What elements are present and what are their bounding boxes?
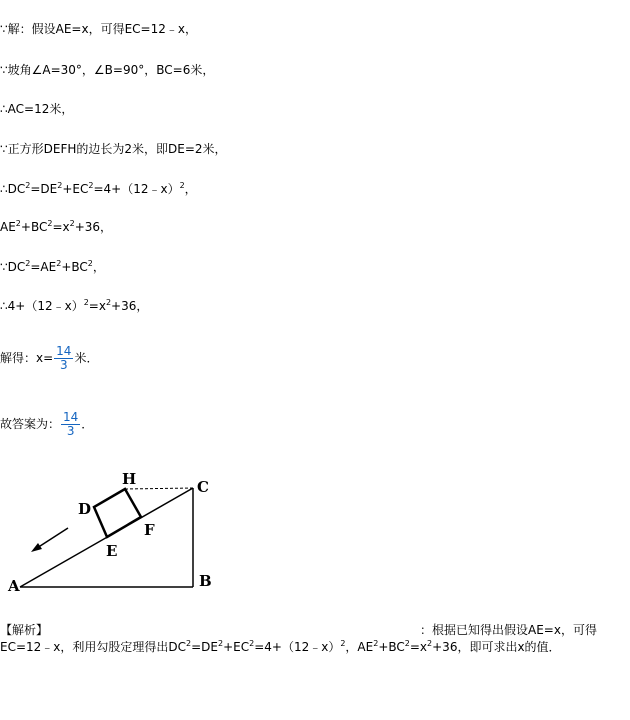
label-b: B	[199, 572, 212, 590]
analysis-block	[0, 622, 630, 656]
label-d: D	[78, 500, 92, 518]
slide-arrow	[37, 528, 68, 548]
answer-fraction: $\frac{14}{3}$	[63, 410, 79, 438]
solution-line-5: $\therefore DC^2=DE^2+EC^2=4+(12﹣x)^2$，	[0, 181, 197, 196]
solution-line-2: ∵坡角∠A=30°，∠B=90°，BC=6米，	[0, 63, 215, 77]
label-c: C	[197, 478, 209, 496]
solution-line-3: ∴AC=12米，	[0, 102, 74, 116]
solution-line-6: $AE^2+BC^2=x^2+36$，	[0, 219, 113, 234]
solution-line-7: $\because DC^2=AE^2+BC^2$，	[0, 259, 105, 274]
analysis-line-2: EC=12﹣x，利用勾股定理得出$DC^2=DE^2+EC^2=4+(12﹣x)^2$，$AE^2+BC^2=x^2+36$，即可求出x的值．	[0, 639, 561, 654]
analysis-tag: 【解析】	[0, 623, 49, 637]
square-defh	[94, 489, 141, 537]
solution-line-4: ∵正方形DEFH的边长为2米，即DE=2米，	[0, 142, 227, 156]
dashed-line-hc	[125, 488, 193, 489]
label-f: F	[144, 521, 155, 539]
label-e: E	[106, 542, 118, 560]
arrow-head-icon	[31, 543, 42, 552]
solution-line-9: 解得：x= $\frac{14}{3}$ 米．	[0, 344, 99, 372]
label-h: H	[122, 470, 137, 488]
slope-figure	[0, 460, 630, 620]
fraction: $\frac{14}{3}$	[56, 344, 72, 372]
answer-line: 故答案为： $\frac{14}{3}$ ．	[0, 410, 94, 438]
analysis-line-1: 【解析】 ：根据已知得出假设AE=x，可得	[0, 623, 597, 637]
solution-line-1: ∵解：假设AE=x，可得EC=12﹣x，	[0, 22, 197, 36]
label-a: A	[8, 577, 20, 595]
solution-line-8: $\therefore 4+(12﹣x)^2=x^2+36$，	[0, 298, 149, 313]
